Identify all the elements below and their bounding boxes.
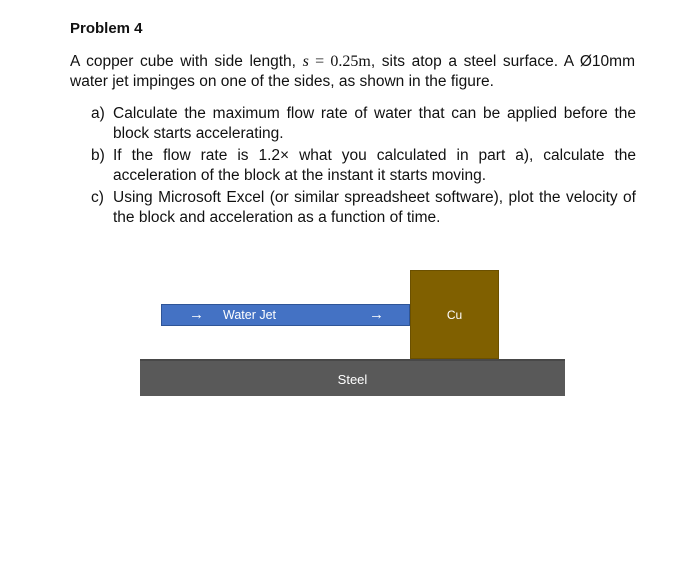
- side-length-value: = 0.25m: [308, 53, 371, 70]
- water-jet-label: Water Jet: [222, 308, 277, 322]
- side-length-equation: [303, 53, 371, 70]
- steel-label: Steel: [337, 372, 368, 387]
- question-b: [91, 146, 636, 186]
- steel-surface: [140, 359, 565, 396]
- intro-text-start: A copper cube with side length,: [70, 53, 303, 70]
- intro-text-end: , sits atop a steel surface. A Ø10mm water jet impinges on one of the sides, as shown in the figure.: [70, 53, 635, 90]
- question-text: Using Microsoft Excel (or similar spreadsheet software), plot the velocity of the block and acceleration as a function of time.: [113, 189, 636, 226]
- question-list: [91, 104, 636, 230]
- problem-title: Problem 4: [70, 20, 143, 37]
- question-letter: a): [91, 105, 105, 122]
- problem-intro: [70, 52, 635, 92]
- question-a: [91, 104, 636, 144]
- question-letter: b): [91, 147, 105, 164]
- water-jet: [161, 304, 410, 326]
- copper-cube: [410, 270, 499, 359]
- question-text: If the flow rate is 1.2× what you calculated in part a), calculate the acceleration of the block at the instant it starts moving.: [113, 147, 636, 184]
- side-length-variable: s: [302, 53, 309, 70]
- question-text: Calculate the maximum flow rate of water that can be applied before the block starts accelerating.: [113, 105, 636, 142]
- copper-cube-label: Cu: [446, 308, 463, 322]
- arrow-right-icon: →: [369, 306, 384, 323]
- arrow-right-icon: →: [189, 306, 204, 323]
- question-c: [91, 188, 636, 228]
- question-letter: c): [91, 189, 104, 206]
